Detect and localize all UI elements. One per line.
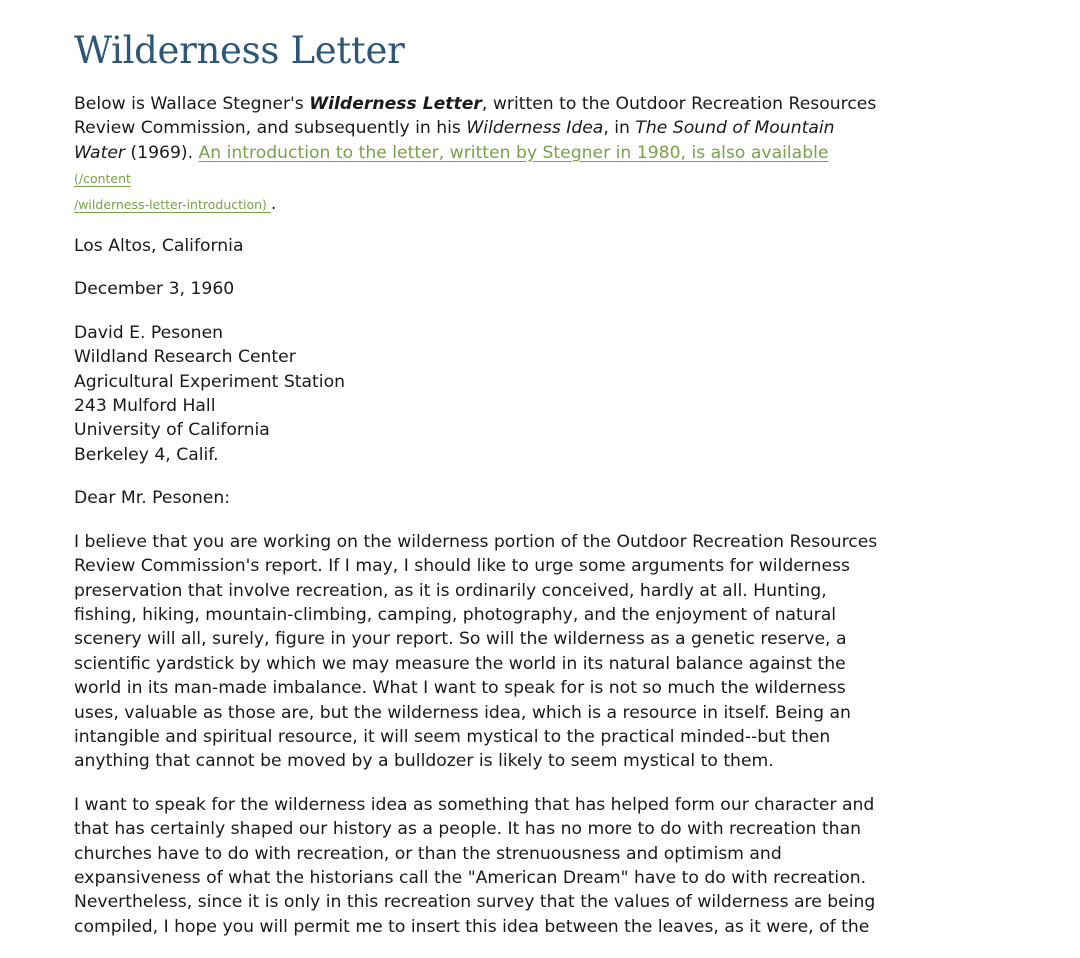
- address-line: Agricultural Experiment Station: [74, 371, 345, 392]
- address-line: David E. Pesonen: [74, 322, 224, 343]
- letter-place: Los Altos, California: [74, 236, 244, 257]
- recipient-address: [74, 321, 886, 467]
- article: [74, 26, 886, 958]
- intro-text-1: Below is Wallace Stegner's: [74, 94, 310, 114]
- address-line: Wildland Research Center: [74, 347, 296, 368]
- address-line: University of California: [74, 420, 270, 441]
- letter-date: December 3, 1960: [74, 279, 235, 300]
- page-title: Wilderness Letter: [74, 29, 405, 72]
- book-title-wilderness-idea: Wilderness Idea: [466, 118, 604, 139]
- intro-text-5: .: [270, 193, 277, 214]
- introduction-link-url-1: (/content: [74, 171, 131, 187]
- letter-title: Wilderness Letter: [309, 94, 482, 114]
- intro-paragraph: [74, 92, 886, 217]
- body-paragraph: I believe that you are working on the wilderness portion of the Outdoor Recreation Resources Review Commission's report. If I may, I should like to urge some arguments for wilderness preservation that involve recreation, as it is ordinarily conceived, hardly at all. Hunting, fishing, hiking, mountain-climbing, camping, photography, and the enjoyment of natural scenery will all, surely, figure in your report. So will the wilderness as a genetic reserve, a scientific yardstick by which we may measure the world in its natural balance against the world in its man-made imbalance. What I want to speak for is not so much the wilderness uses, valuable as those are, but the wilderness idea, which is a resource in itself. Being an intangible and spiritual resource, it will seem mystical to the practical minded--but then anything that cannot be moved by a bulldozer is likely to seem mystical to them.: [74, 531, 878, 772]
- intro-text-4: (1969).: [124, 142, 199, 163]
- salutation: Dear Mr. Pesonen:: [74, 488, 231, 509]
- intro-text-2: , written to the Outdoor Recreation Resources Review Commission, and subsequently in his: [74, 94, 877, 139]
- introduction-link-text: An introduction to the letter, written by Stegner in 1980, is also available: [198, 142, 829, 163]
- body-paragraph: I want to speak for the wilderness idea as something that has helped form our character and that has certainly shaped our history as a people. It has no more to do with recreation than churches have to do with recreation, or than the strenuousness and optimism and expansiveness of what the historians call the "American Dream" have to do with recreation. Nevertheless, since it is only in this recreation survey that the values of wilderness are being compiled, I hope you will permit me to insert this idea between the leaves, as it were, of the: [74, 794, 876, 937]
- intro-text-3: , in: [603, 118, 636, 139]
- book-title-sound-of-mountain-water: The Sound of Mountain Water: [74, 118, 835, 163]
- address-line: Berkeley 4, Calif.: [74, 444, 219, 465]
- address-line: 243 Mulford Hall: [74, 396, 216, 417]
- introduction-link-url-2: /wilderness-letter-introduction): [74, 196, 271, 212]
